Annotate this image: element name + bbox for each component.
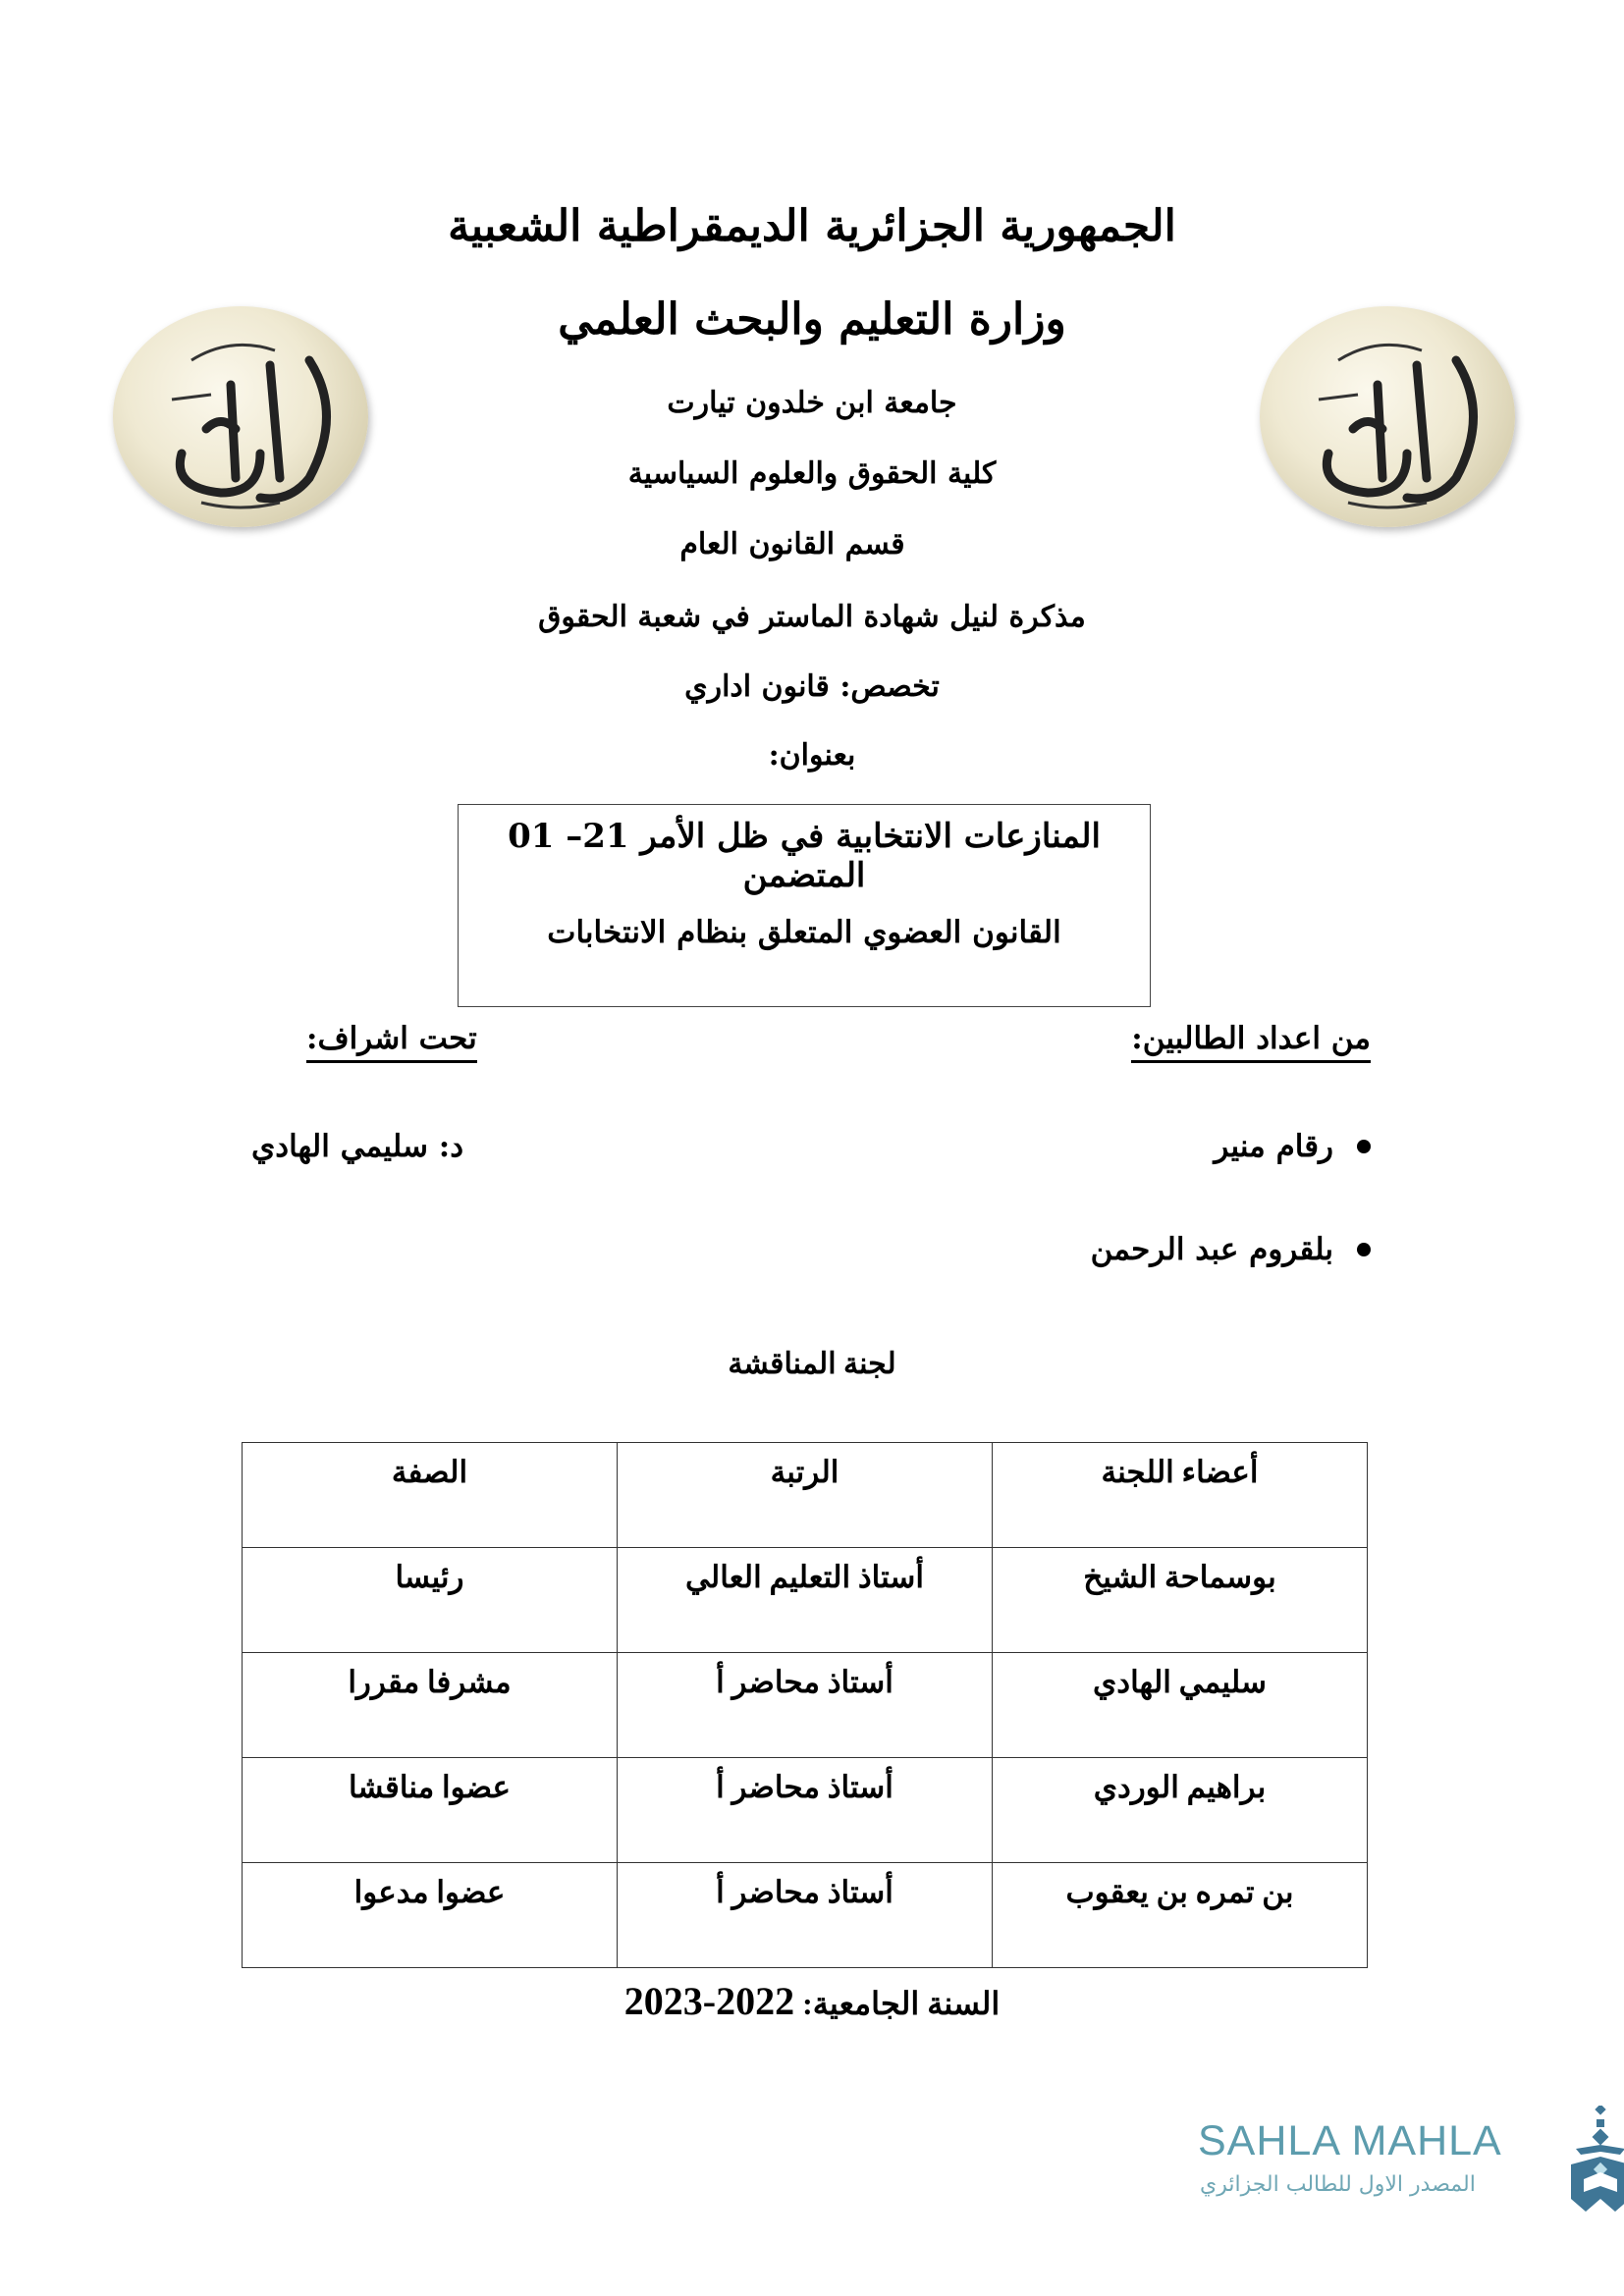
- supervisor-name-text: د: سليمي الهادي: [251, 1129, 464, 1164]
- sahla-mahla-watermark: [1178, 2106, 1620, 2223]
- student-name: رقام منير: [1214, 1129, 1333, 1164]
- table-header-row: [243, 1443, 1368, 1548]
- header-cell-role: الصفة: [243, 1443, 618, 1548]
- specialty: تخصص: قانون اداري: [684, 669, 940, 704]
- member-rank: أستاذ التعليم العالي: [618, 1548, 993, 1653]
- academic-year: [0, 1978, 1624, 2024]
- university-seal-logo-left: [113, 306, 368, 527]
- committee-title: لجنة المناقشة: [728, 1348, 896, 1380]
- bullet-icon: [1357, 1140, 1371, 1153]
- students-label: من اعداد الطالبين:: [1131, 1021, 1371, 1063]
- member-name: سليمي الهادي: [993, 1653, 1368, 1758]
- member-role: عضوا مناقشا: [243, 1758, 618, 1863]
- university-name: جامعة ابن خلدون تيارت: [667, 386, 957, 420]
- academic-year-label: السنة الجامعية:: [802, 1986, 1001, 2021]
- member-name: بن تمره بن يعقوب: [993, 1863, 1368, 1968]
- brand-name: SAHLA MAHLA: [1198, 2117, 1502, 2164]
- bullet-icon: [1357, 1243, 1371, 1256]
- brand-calligraphy-mark-icon: [1566, 2106, 1624, 2214]
- member-name: براهيم الوردي: [993, 1758, 1368, 1863]
- table-row: [243, 1863, 1368, 1968]
- brand-tagline: المصدر الاول للطالب الجزائري: [1200, 2172, 1476, 2197]
- university-seal-logo-right: [1260, 306, 1515, 527]
- calligraphy-seal-icon: [1260, 306, 1515, 527]
- member-name: بوسماحة الشيخ: [993, 1548, 1368, 1653]
- member-role: رئيسا: [243, 1548, 618, 1653]
- title-label: بعنوان:: [768, 738, 856, 773]
- table-row: [243, 1758, 1368, 1863]
- header-cell-members: أعضاء اللجنة: [993, 1443, 1368, 1548]
- thesis-title-line-1: المنازعات الانتخابية في ظل الأمر 21– 01 المتضمن: [508, 817, 1101, 895]
- supervisor-label: تحت اشراف:: [306, 1021, 477, 1063]
- member-role: مشرفا مقررا: [243, 1653, 618, 1758]
- thesis-title-box: [458, 804, 1151, 1007]
- thesis-title-line-2: القانون العضوي المتعلق بنظام الانتخابات: [547, 915, 1061, 950]
- supervisor-name: [251, 1129, 463, 1164]
- student-item: [1214, 1129, 1371, 1164]
- thesis-type: مذكرة لنيل شهادة الماستر في شعبة الحقوق: [538, 600, 1086, 634]
- member-rank: أستاذ محاضر أ: [618, 1653, 993, 1758]
- member-rank: أستاذ محاضر أ: [618, 1758, 993, 1863]
- student-item: [1091, 1232, 1371, 1267]
- department-name: قسم القانون العام: [679, 527, 905, 561]
- table-row: [243, 1653, 1368, 1758]
- student-name: بلقروم عبد الرحمن: [1090, 1232, 1333, 1267]
- member-rank: أستاذ محاضر أ: [618, 1863, 993, 1968]
- academic-year-value: 2023-2022: [623, 1979, 795, 2023]
- republic-heading: الجمهورية الجزائرية الديمقراطية الشعبية: [448, 201, 1176, 251]
- member-role: عضوا مدعوا: [243, 1863, 618, 1968]
- calligraphy-seal-icon: [113, 306, 368, 527]
- table-row: [243, 1548, 1368, 1653]
- header-cell-rank: الرتبة: [618, 1443, 993, 1548]
- faculty-name: كلية الحقوق والعلوم السياسية: [627, 456, 997, 491]
- ministry-heading: وزارة التعليم والبحث العلمي: [558, 294, 1066, 345]
- committee-table: [242, 1442, 1368, 1968]
